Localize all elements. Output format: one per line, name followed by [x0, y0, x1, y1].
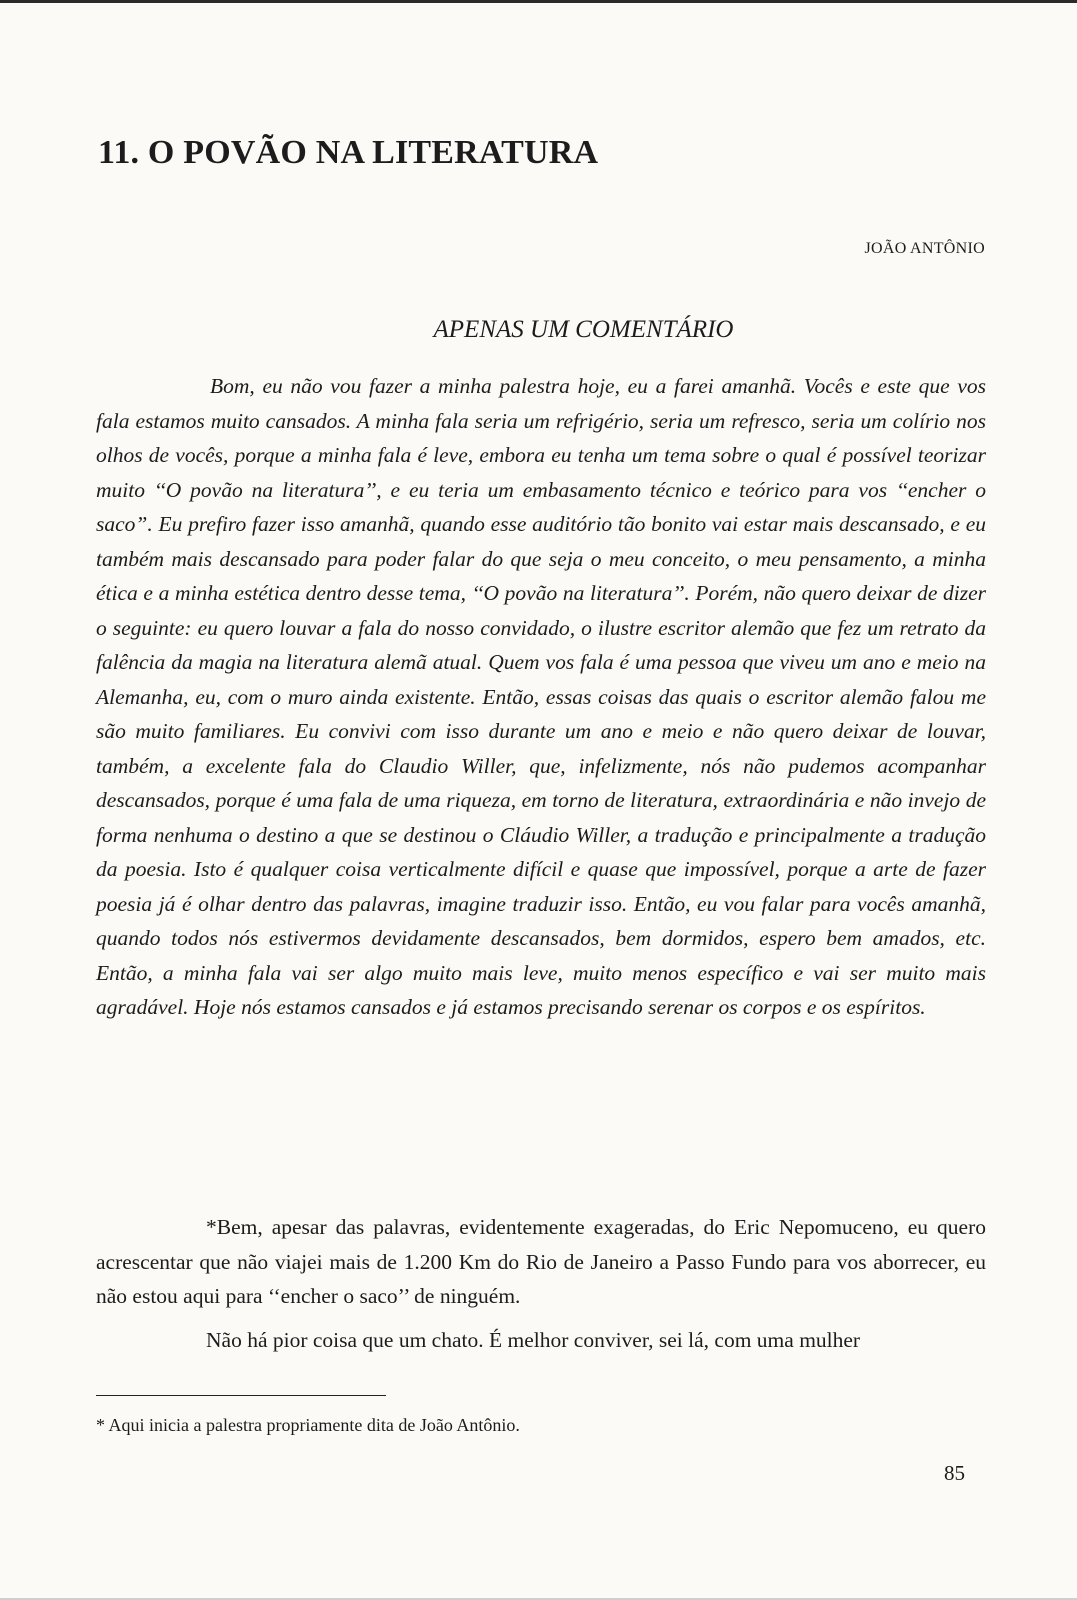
footnote-separator [96, 1395, 386, 1396]
lecture-paragraph-2: Não há pior coisa que um chato. É melhor conviver, sei lá, com uma mulher [206, 1328, 861, 1352]
section-title-text: APENAS UM COMENTÁRIO [433, 316, 734, 343]
comment-paragraph: Bom, eu não vou fazer a minha palestra hoje, eu a farei amanhã. Vocês e este que vos fala estamos muito cansados. A minha fala seria um refrigério, seria um refresco, seria um colírio nos olhos de vocês, porque a minha fala é leve, embora eu tenha um tema sobre o qual é possível teorizar muito ‘‘O povão na literatura’’, e eu teria um embasamento técnico e teórico para vos ‘‘encher o saco”. Eu prefiro fazer isso amanhã, quando esse auditório tão bonito vai estar mais descansado, e eu também mais descansado para poder falar do que seja o meu conceito, o meu pensamento, a minha ética e a minha estética dentro desse tema, ‘‘O povão na literatura’’. Porém, não quero deixar de dizer o seguinte: eu quero louvar a fala do nosso convidado, o ilustre escritor alemão que fez um retrato da falência da magia na literatura alemã atual. Quem vos fala é uma pessoa que viveu um ano e meio na Alemanha, eu, com o muro ainda existente. Então, essas coisas das quais o escritor alemão falou me são muito familiares. Eu convivi com isso durante um ano e meio e não quero deixar de louvar, também, a excelente fala do Claudio Willer, que, infelizmente, nós não pudemos acompanhar descansados, porque é uma fala de uma riqueza, em torno de literatura, extraordinária e não invejo de forma nenhuma o destino a que se destinou o Cláudio Willer, a tradução e principalmente a tradução da poesia. Isto é qualquer coisa verticalmente difícil e quase que impossível, porque a arte de fazer poesia já é olhar dentro das palavras, imagine traduzir isso. Então, eu vou falar para vocês amanhã, quando todos nós estivermos devidamente descansados, bem dormidos, espero bem amados, etc. Então, a minha fala vai ser algo muito mais leve, muito menos específico e vai ser muito mais agradável. Hoje nós estamos cansados e já estamos precisando serenar os corpos e os espíritos. [96, 374, 986, 1019]
section-title [0, 316, 1077, 344]
chapter-title: 11. O POVÃO NA LITERATURA [98, 134, 599, 171]
top-edge-rule [0, 0, 1077, 3]
lecture-paragraph-1: *Bem, apesar das palavras, evidentemente exageradas, do Eric Nepomuceno, eu quero acrescentar que não viajei mais de 1.200 Km do Rio de Janeiro a Passo Fundo para vos aborrecer, eu não estou aqui para ‘‘encher o saco’’ de ninguém. [96, 1215, 986, 1308]
chapter-author: JOÃO ANTÔNIO [864, 240, 985, 257]
page-number: 85 [944, 1461, 965, 1485]
footnote: * Aqui inicia a palestra propriamente dita de João Antônio. [96, 1415, 520, 1435]
